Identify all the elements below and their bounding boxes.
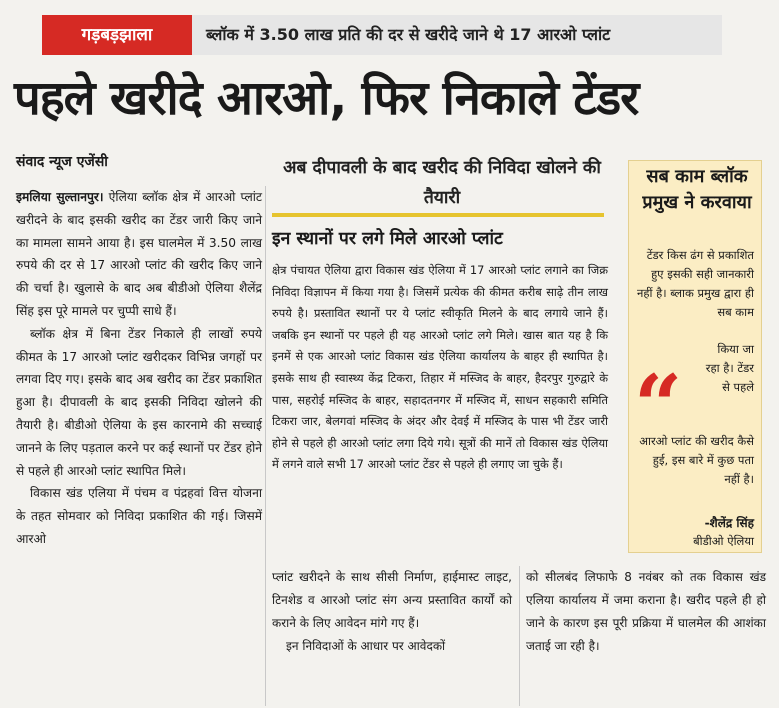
middle-body (272, 260, 608, 476)
column-divider (265, 186, 266, 706)
subheadline: अब दीपावली के बाद खरीद की निविदा खोलने की तैयारी (283, 158, 601, 208)
page-title: पहले खरीदे आरओ, फिर निकाले टेंडर (14, 71, 639, 126)
quote-box-title: सब काम ब्लॉक प्रमुख ने करवाया (642, 166, 752, 213)
quote-text: किया जा रहा है। टेंडर से पहले (705, 342, 754, 394)
column-divider (519, 566, 520, 706)
paragraph: विकास खंड एलिया में पंचम व पंद्रहवां वित्त योजना के तहत सोमवार को निविदा प्रकाशित की गई। जिसमें आरओ (16, 486, 262, 546)
paragraph: इन निविदाओं के आधार पर आवेदकों (286, 639, 446, 653)
quote-mark-icon: “ (634, 356, 673, 455)
paragraph: को सीलबंद लिफाफे 8 नवंबर को तक विकास खंड एलिया कार्यालय में जमा कराना है। खरीद पहले ही हो जाने के कारण इस पूरी प्रक्रिया में घालमेल की आशंका जताई जा रही है। (526, 570, 766, 653)
bottom-left-column (272, 566, 512, 658)
quote-text: आरओ प्लांट की खरीद कैसे हुई, इस बारे में कुछ पता नहीं है। (639, 434, 754, 486)
paragraph (16, 186, 262, 323)
byline: संवाद न्यूज एजेंसी (16, 154, 108, 170)
dateline: इमलिया सुल्तानपुर। (16, 190, 104, 204)
paragraph: ब्लॉक क्षेत्र में बिना टेंडर निकाले ही लाखों रुपये कीमत के 17 आरओ प्लांट खरीदकर विभिन्न जगहों पर लगवा दिए गए। इसके बाद अब खरीद का टेंडर प्रकाशित हुआ है। दीपावली के बाद इसकी निविदा खोलने की तैयारी है। बीडीओ ऐलिया के इस कारनामे की सच्चाई जानने के लिए पड़ताल करने पर कई स्थानों पर टेंडर होने से पहले ही आरओ प्लांट स्थापित मिले। (16, 326, 262, 478)
rule (272, 213, 604, 217)
left-column (16, 186, 262, 551)
bottom-right-column (526, 566, 766, 658)
section-tag: गड़बड़झाला (42, 15, 192, 55)
quote-role: बीडीओ ऐलिया (693, 534, 754, 548)
paragraph: प्लांट खरीदने के साथ सीसी निर्माण, हाईमास्ट लाइट, टिनशेड व आरओ प्लांट संग अन्य प्रस्तावित कार्यों को कराने के लिए आवेदन मांगे गए हैं। (272, 570, 512, 630)
quote-text: टेंडर किस ढंग से प्रकाशित हुए इसकी सही जानकारी नहीं है। ब्लाक प्रमुख द्वारा ही सब काम (637, 248, 754, 319)
section-heading: इन स्थानों पर लगे मिले आरओ प्लांट (272, 229, 503, 249)
paragraph-text: ऐलिया ब्लॉक क्षेत्र में आरओ प्लांट खरीदने के बाद इसकी खरीद का टेंडर जारी किए जाने का मामला सामने आया है। इस घालमेल में 3.50 लाख रुपये की दर से 17 आरओ प्लांट की खरीद किए जाने की चर्चा है। खुलासे के बाद अब बीडीओ ऐलिया शैलेंद्र सिंह इस पूरे मामले पर चुप्पी साधे हैं। (16, 190, 263, 318)
quote-signature: -शैलेंद्र सिंह (704, 516, 754, 530)
paragraph: क्षेत्र पंचायत ऐलिया द्वारा विकास खंड ऐलिया में 17 आरओ प्लांट लगाने का जिक्र निविदा विज्ञापन में किया गया है। जिसमें प्रत्येक की कीमत करीब साढ़े तीन लाख रुपये है। प्रस्तावित स्थानों पर ये प्लांट स्वीकृति मिलने के बाद लगाये जाने हैं। जबकि इन स्थानों पर पहले ही यह आरओ प्लांट लगे मिले। खास बात यह है कि इनमें से एक आरओ प्लांट विकास खंड ऐलिया कार्यालय के बाहर ही स्थापित है। इसके साथ ही स्वास्थ्य केंद्र टिकरा, तिहार में मस्जिद के बाहर, हैदरपुर गुरुद्वारे के पास, सहरोई मस्जिद के बाहर, सहादतनगर में मस्जिद में, साधन सहकारी समिति टिकरा जार, बेलगवां मस्जिद के अंदर और देवई में मस्जिद के पास भी टेंडर जारी होने से पहले ही आरओ प्लांट लगा दिये गये। सूत्रों की मानें तो विकास खंड ऐलिया में लगने वाले सभी 17 आरओ प्लांट टेंडर से पहले ही लगाए जा चुके हैं। (272, 263, 608, 472)
kicker: ब्लॉक में 3.50 लाख प्रति की दर से खरीदे जाने थे 17 आरओ प्लांट (192, 15, 722, 55)
